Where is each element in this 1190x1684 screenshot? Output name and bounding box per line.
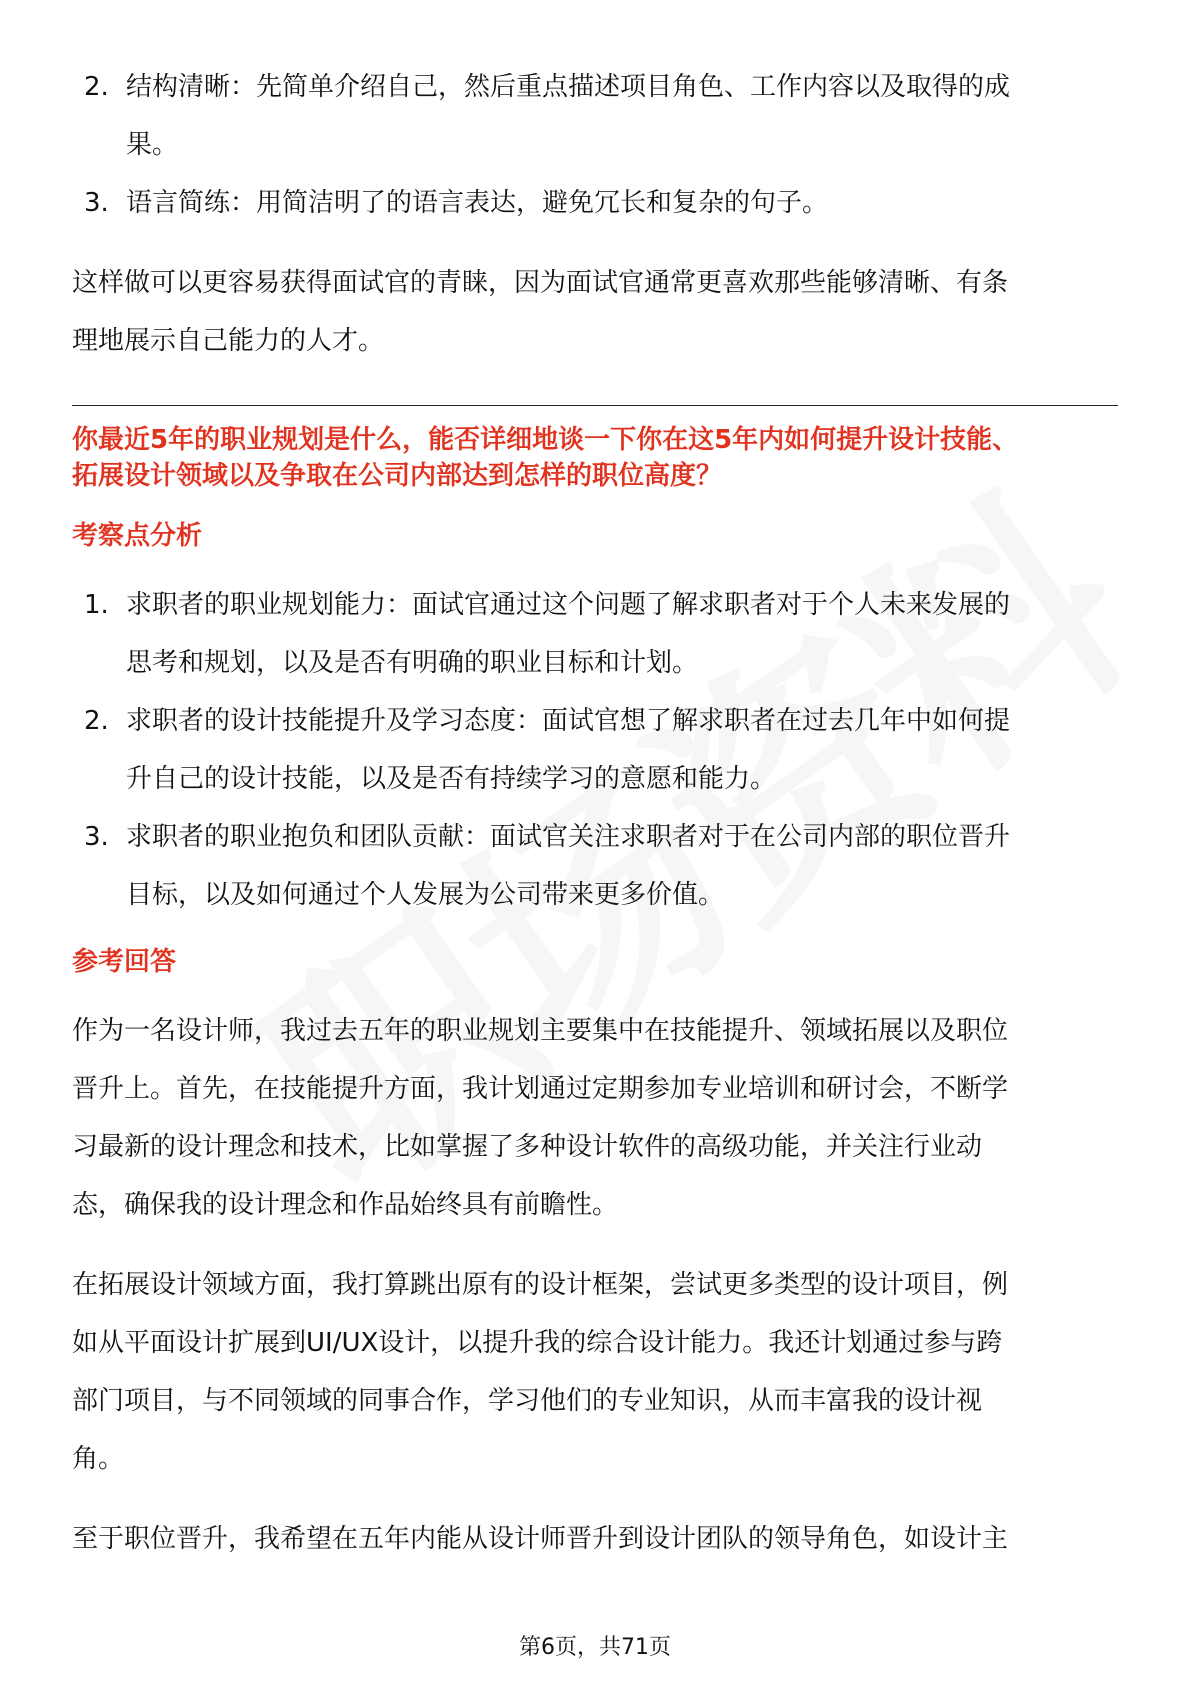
list-number: 3. — [84, 822, 109, 852]
list-text-line: 求职者的设计技能提升及学习态度：面试官想了解求职者在过去几年中如何提 — [126, 706, 1011, 736]
question-line: 拓展设计领域以及争取在公司内部达到怎样的职位高度？ — [72, 461, 723, 491]
list-text-line: 思考和规划，以及是否有明确的职业目标和计划。 — [126, 648, 699, 678]
list-text-line: 目标，以及如何通过个人发展为公司带来更多价值。 — [126, 880, 725, 910]
interview-question — [72, 422, 1118, 494]
paragraph-line: 在拓展设计领域方面，我打算跳出原有的设计框架，尝试更多类型的设计项目，例 — [72, 1270, 1009, 1300]
paragraph-line: 作为一名设计师，我过去五年的职业规划主要集中在技能提升、领域拓展以及职位 — [72, 1016, 1009, 1046]
answer-title: 参考回答 — [72, 947, 177, 977]
intro-list — [72, 58, 1118, 232]
answer-paragraph — [72, 1002, 1118, 1234]
paragraph-line: 这样做可以更容易获得面试官的青睐，因为面试官通常更喜欢那些能够清晰、有条 — [72, 268, 1009, 298]
analysis-title: 考察点分析 — [72, 521, 203, 551]
page-content — [72, 58, 1118, 1568]
paragraph-line: 角。 — [72, 1444, 125, 1474]
list-item — [72, 174, 1118, 232]
list-number: 2. — [84, 706, 109, 736]
paragraph-line: 习最新的设计理念和技术，比如掌握了多种设计软件的高级功能，并关注行业动 — [72, 1132, 983, 1162]
list-text-line: 结构清晰：先简单介绍自己，然后重点描述项目角色、工作内容以及取得的成 — [126, 72, 1011, 102]
list-text-line: 求职者的职业抱负和团队贡献：面试官关注求职者对于在公司内部的职位晋升 — [126, 822, 1011, 852]
paragraph-line: 理地展示自己能力的人才。 — [72, 326, 385, 356]
list-item — [72, 58, 1118, 174]
list-text-line: 求职者的职业规划能力：面试官通过这个问题了解求职者对于个人未来发展的 — [126, 590, 1011, 620]
list-text-line: 语言简练：用简洁明了的语言表达，避免冗长和复杂的句子。 — [126, 188, 829, 218]
answer-paragraph — [72, 1256, 1118, 1488]
paragraph-line: 晋升上。首先，在技能提升方面，我计划通过定期参加专业培训和研讨会，不断学 — [72, 1074, 1009, 1104]
page-footer: 第6页，共71页 — [519, 1635, 671, 1660]
paragraph-line: 至于职位晋升，我希望在五年内能从设计师晋升到设计团队的领导角色，如设计主 — [72, 1524, 1009, 1554]
list-item — [72, 576, 1118, 692]
list-number: 1. — [84, 590, 109, 620]
list-text-line: 果。 — [126, 130, 179, 160]
list-number: 2. — [84, 72, 109, 102]
list-number: 3. — [84, 188, 109, 218]
paragraph-line: 部门项目，与不同领域的同事合作，学习他们的专业知识，从而丰富我的设计视 — [72, 1386, 983, 1416]
paragraph-line: 如从平面设计扩展到UI/UX设计，以提升我的综合设计能力。我还计划通过参与跨 — [72, 1328, 1003, 1358]
list-item — [72, 808, 1118, 924]
question-line: 你最近5年的职业规划是什么，能否详细地谈一下你在这5年内如何提升设计技能、 — [72, 425, 1019, 455]
paragraph-line: 态，确保我的设计理念和作品始终具有前瞻性。 — [72, 1190, 619, 1220]
list-text-line: 升自己的设计技能，以及是否有持续学习的意愿和能力。 — [126, 764, 777, 794]
list-item — [72, 692, 1118, 808]
analysis-list — [72, 576, 1118, 924]
answer-paragraph — [72, 1510, 1118, 1568]
intro-paragraph — [72, 254, 1118, 370]
